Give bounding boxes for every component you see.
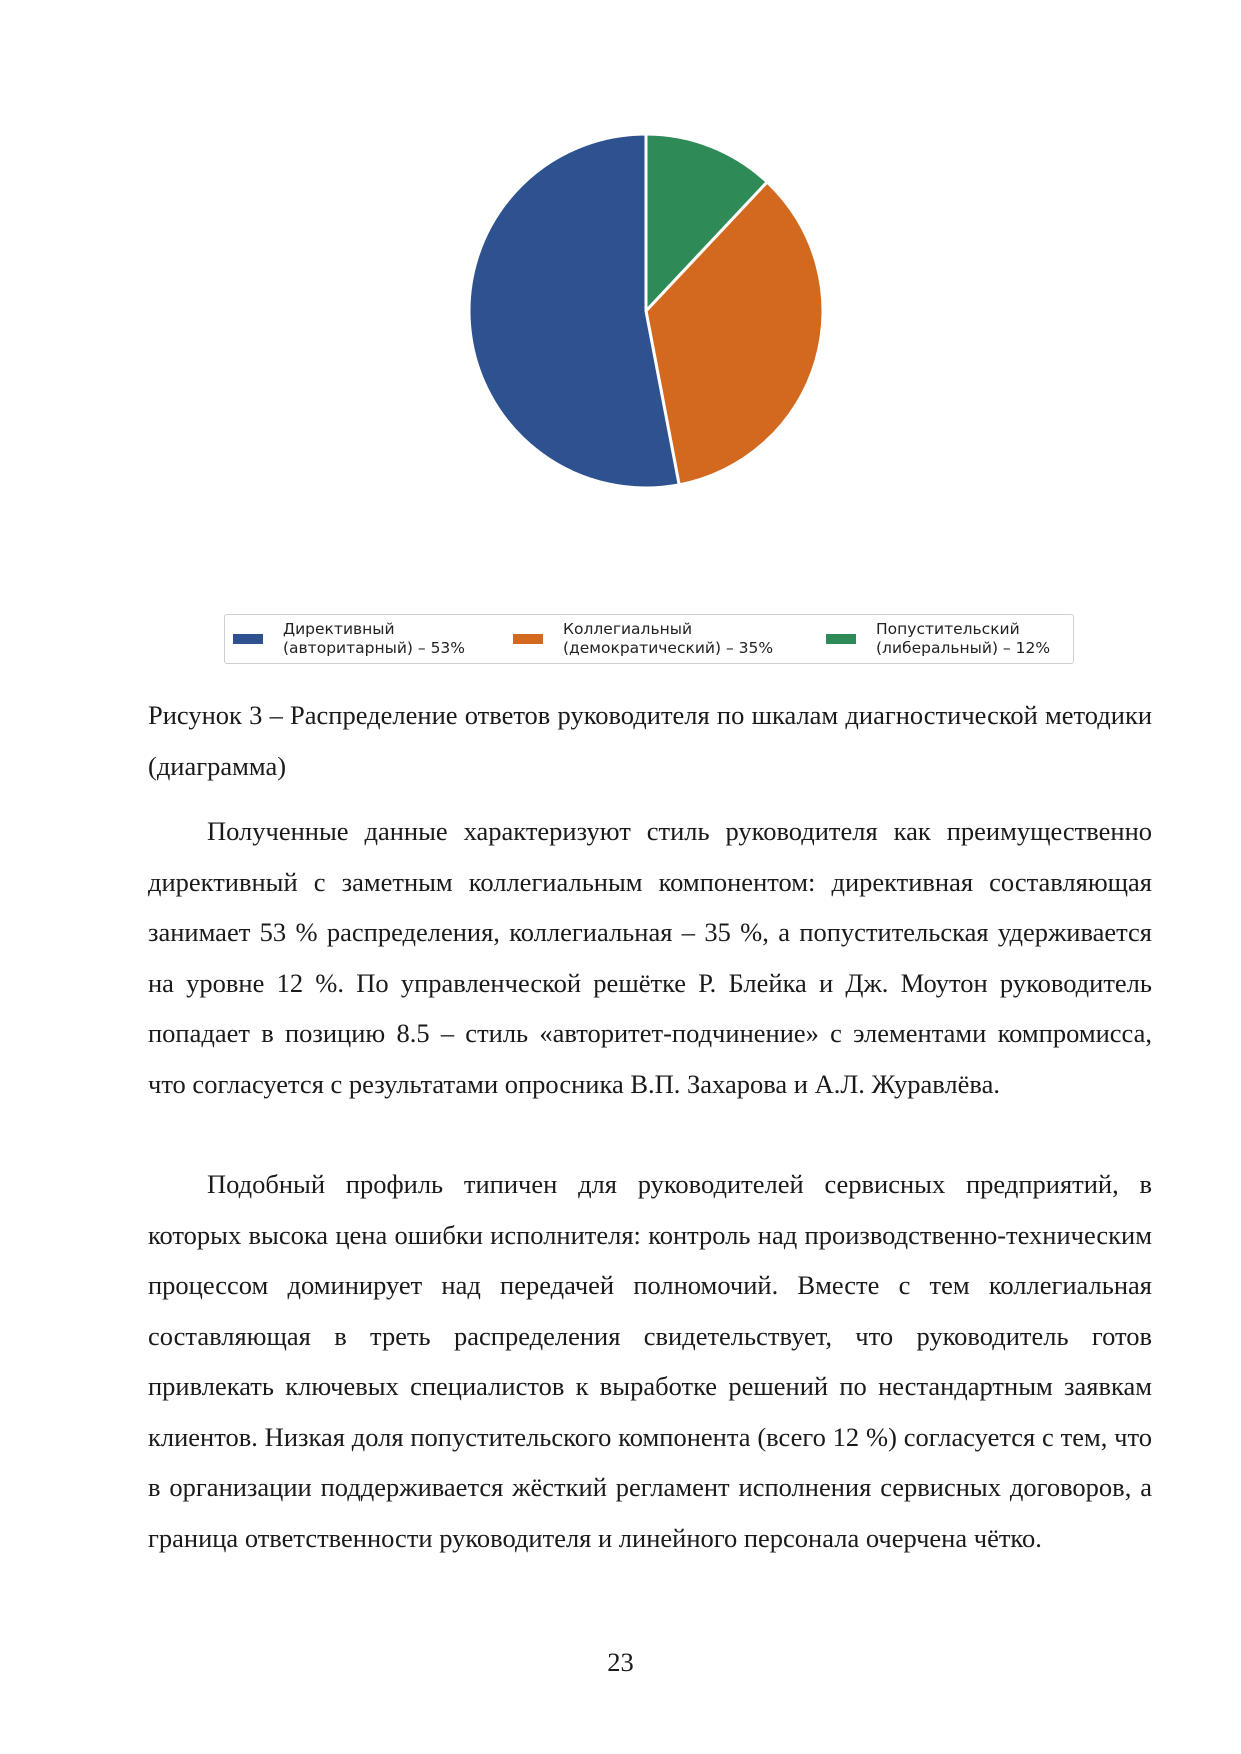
legend-item-permissive — [826, 620, 1050, 658]
legend-swatch-collegial — [513, 634, 543, 644]
legend-label-collegial: Коллегиальный (демократический) – 35% — [563, 620, 774, 657]
figure-caption: Рисунок 3 – Распределение ответов руководителя по шкалам диагностической методики (диаграмма) — [148, 700, 1152, 781]
page-number: 23 — [607, 1647, 634, 1677]
legend-swatch-permissive — [826, 634, 856, 644]
body-paragraph-1: Полученные данные характеризуют стиль руководителя как преимущественно директивный с заметным коллегиальным компонентом: директивная составляющая занимает 53 % распределения, коллегиальная – 35 %, а попустительская удерживается на уровне 12 %. По управленческой решётке Р. Блейка и Дж. Моутон руководитель попадает в позицию 8.5 – стиль «авторитет-подчинение» с элементами компромисса, что согласуется с результатами опросника В.П. Захарова и А.Л. Журавлёва. — [148, 816, 1152, 1099]
chart-legend — [224, 614, 1074, 664]
legend-label-permissive: Попустительский (либеральный) – 12% — [876, 620, 1051, 657]
pie-chart — [0, 0, 1241, 620]
legend-item-collegial — [513, 620, 773, 658]
legend-label-directive: Директивный (авторитарный) – 53% — [283, 620, 466, 657]
legend-swatch-directive — [233, 634, 263, 644]
legend-item-directive — [233, 620, 465, 658]
body-paragraph-2: Подобный профиль типичен для руководителей сервисных предприятий, в которых высока цена ошибки исполнителя: контроль над производственно-техническим процессом доминирует над передачей полномочий. Вместе с тем коллегиальная составляющая в треть распределения свидетельствует, что руководитель готов привлекать ключевых специалистов к выработке решений по нестандартным заявкам клиентов. Низкая доля попустительского компонента (всего 12 %) согласуется с тем, что в организации поддерживается жёсткий регламент исполнения сервисных договоров, а граница ответственности руководителя и линейного персонала очерчена чётко. — [148, 1169, 1152, 1553]
